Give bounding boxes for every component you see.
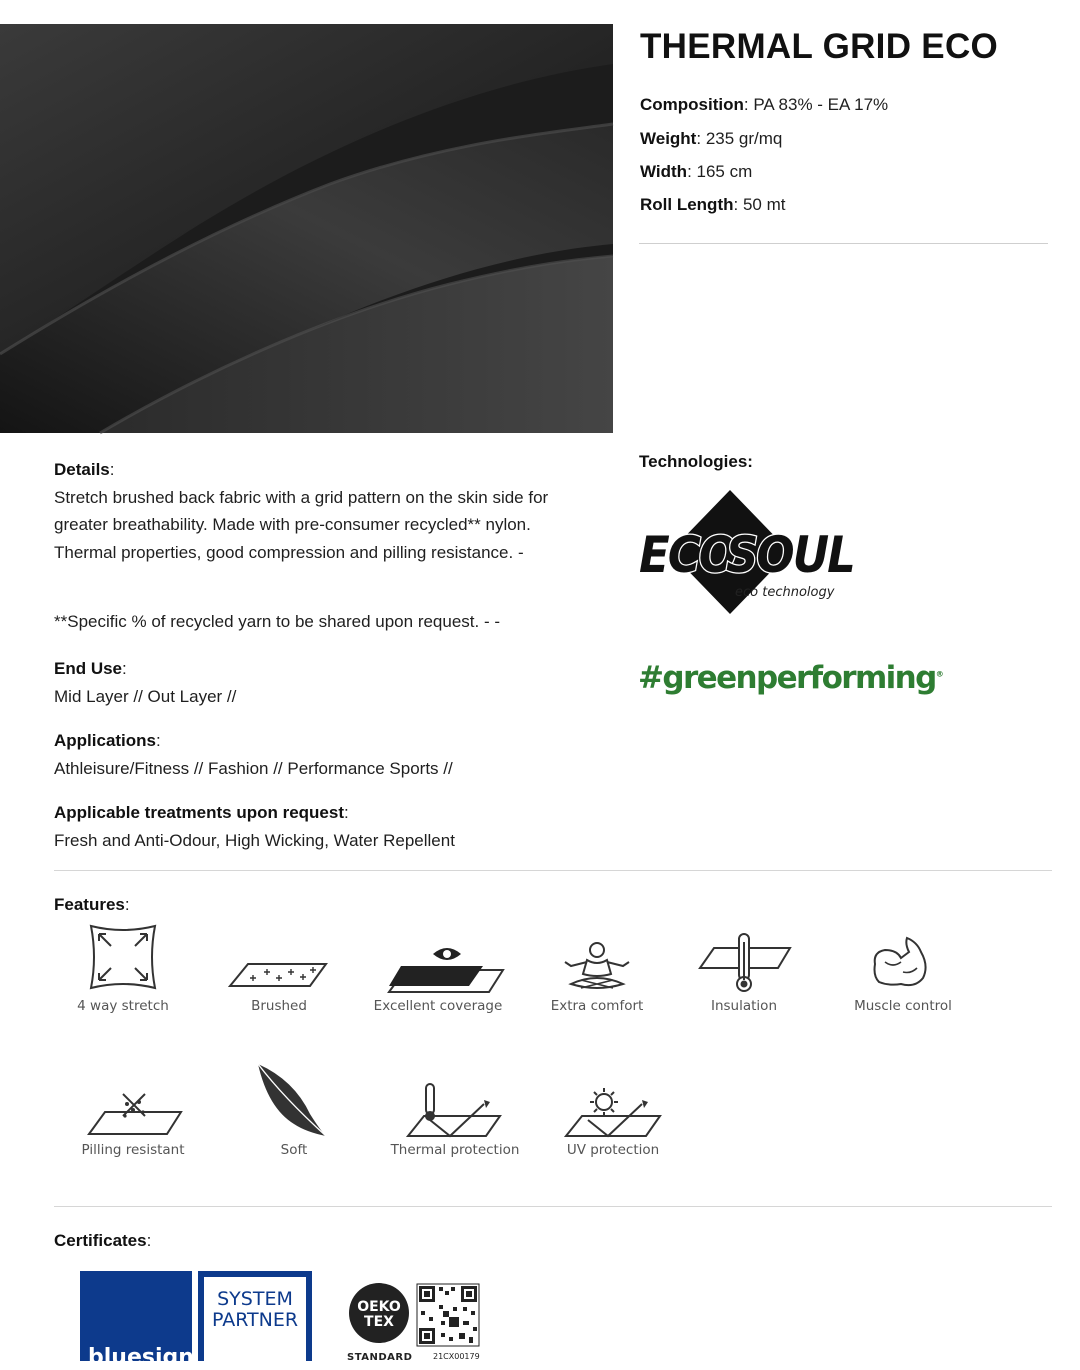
spec-label: Weight	[640, 129, 697, 148]
spec-value: 235 gr/mq	[705, 129, 783, 148]
feature-pilling-resistant	[58, 1060, 208, 1158]
fabric-image	[0, 24, 613, 433]
feature-soft	[219, 1060, 369, 1158]
spec-width: Width: 165 cm	[640, 162, 753, 181]
excellent-coverage-icon	[373, 922, 503, 994]
applications-block: Applications: Athleisure/Fitness // Fashion // Performance Sports //	[54, 731, 453, 778]
bluesign-line2: PARTNER	[211, 1309, 299, 1331]
spec-weight: Weight: 235 gr/mq	[640, 129, 783, 148]
pilling-resistant-icon	[83, 1060, 183, 1138]
details-text: Stretch brushed back fabric with a grid pattern on the skin side for greater breathability. Made with pre-consumer recycled** nylon. Thermal properties, good compression and pilling resistance. -	[54, 487, 549, 562]
spec-label: Composition	[640, 95, 744, 114]
thermal-protection-icon	[400, 1060, 510, 1138]
oeko-line1: OEKO	[357, 1299, 401, 1315]
feature-caption: 4 way stretch	[77, 998, 169, 1014]
spec-roll-length: Roll Length: 50 mt	[640, 195, 786, 214]
brushed-icon	[224, 922, 334, 994]
feature-caption: Soft	[280, 1142, 308, 1158]
bluesign-line1: SYSTEM	[217, 1288, 293, 1310]
ecosoul-tagline: eco technology	[735, 585, 835, 600]
feature-muscle-control	[828, 922, 978, 1014]
feature-insulation	[669, 922, 819, 1014]
end-use-block: End Use: Mid Layer // Out Layer //	[54, 659, 237, 706]
applications-label: Applications	[54, 731, 157, 750]
spec-value: 50 mt	[742, 195, 786, 214]
oeko-line2: TEX	[364, 1314, 394, 1330]
four-way-stretch-icon	[83, 922, 163, 994]
soft-icon	[254, 1060, 334, 1138]
spec-label: Width	[640, 162, 688, 181]
feature-excellent-coverage	[363, 922, 513, 1014]
feature-caption: Muscle control	[854, 998, 952, 1014]
product-title: THERMAL GRID ECO	[640, 27, 999, 66]
feature-caption: Thermal protection	[390, 1142, 520, 1158]
qr-code-icon	[417, 1284, 479, 1346]
bluesign-brand: bluesign	[88, 1345, 194, 1370]
certificates-label: Certificates	[54, 1231, 147, 1250]
bluesign-badge	[80, 1271, 312, 1370]
details-note: **Specific % of recycled yarn to be shared upon request. - -	[54, 612, 501, 631]
end-use-label: End Use	[54, 659, 123, 678]
applications-value: Athleisure/Fitness // Fashion // Performance Sports //	[54, 758, 453, 778]
feature-uv-protection	[538, 1060, 688, 1158]
bluesign-partner-text	[204, 1289, 306, 1331]
feature-caption: Extra comfort	[550, 998, 644, 1014]
spec-label: Roll Length	[640, 195, 734, 214]
features-label: Features	[54, 895, 125, 914]
extra-comfort-icon	[557, 922, 637, 994]
details-block: Details: Stretch brushed back fabric with a grid pattern on the skin side for greater breathability. Made with pre-consumer recycled** nylon. Thermal properties, good compression and pilling resistance. -	[54, 460, 549, 562]
oeko-standard: STANDARD	[347, 1352, 413, 1363]
feature-caption: Excellent coverage	[373, 998, 503, 1014]
certificates-heading: Certificates:	[54, 1231, 152, 1250]
feature-caption: Brushed	[251, 998, 307, 1014]
feature-extra-comfort	[522, 922, 672, 1014]
treatments-block: Applicable treatments upon request: Fresh and Anti-Odour, High Wicking, Water Repellent	[54, 803, 455, 850]
registered-mark: ®	[935, 669, 943, 679]
greenperforming-text: #greenperforming	[638, 660, 936, 696]
divider	[54, 870, 1052, 871]
spec-composition: Composition: PA 83% - EA 17%	[640, 95, 889, 114]
oeko-tex-badge	[345, 1281, 485, 1361]
treatments-value: Fresh and Anti-Odour, High Wicking, Water Repellent	[54, 830, 455, 850]
spec-value: 165 cm	[696, 162, 753, 181]
details-label: Details	[54, 460, 110, 479]
muscle-control-icon	[863, 922, 943, 994]
features-heading: Features:	[54, 895, 130, 914]
feature-4-way-stretch	[48, 922, 198, 1014]
spec-value: PA 83% - EA 17%	[753, 95, 889, 114]
ecosoul-word1: ECO	[639, 526, 735, 584]
oeko-code: 21CX00179	[433, 1352, 480, 1361]
feature-caption: UV protection	[566, 1142, 660, 1158]
technologies-label: Technologies:	[639, 452, 753, 471]
feature-caption: Insulation	[710, 998, 777, 1014]
feature-thermal-protection	[380, 1060, 530, 1158]
insulation-icon	[694, 922, 794, 994]
divider	[54, 1206, 1052, 1207]
ecosoul-logo	[638, 488, 854, 616]
end-use-value: Mid Layer // Out Layer //	[54, 686, 237, 706]
greenperforming-logo	[638, 660, 942, 696]
ecosoul-word2: SOUL	[726, 526, 854, 584]
feature-brushed	[204, 922, 354, 1014]
divider	[639, 243, 1048, 244]
uv-protection-icon	[558, 1060, 668, 1138]
feature-caption: Pilling resistant	[81, 1142, 185, 1158]
treatments-label: Applicable treatments upon request	[54, 803, 344, 822]
